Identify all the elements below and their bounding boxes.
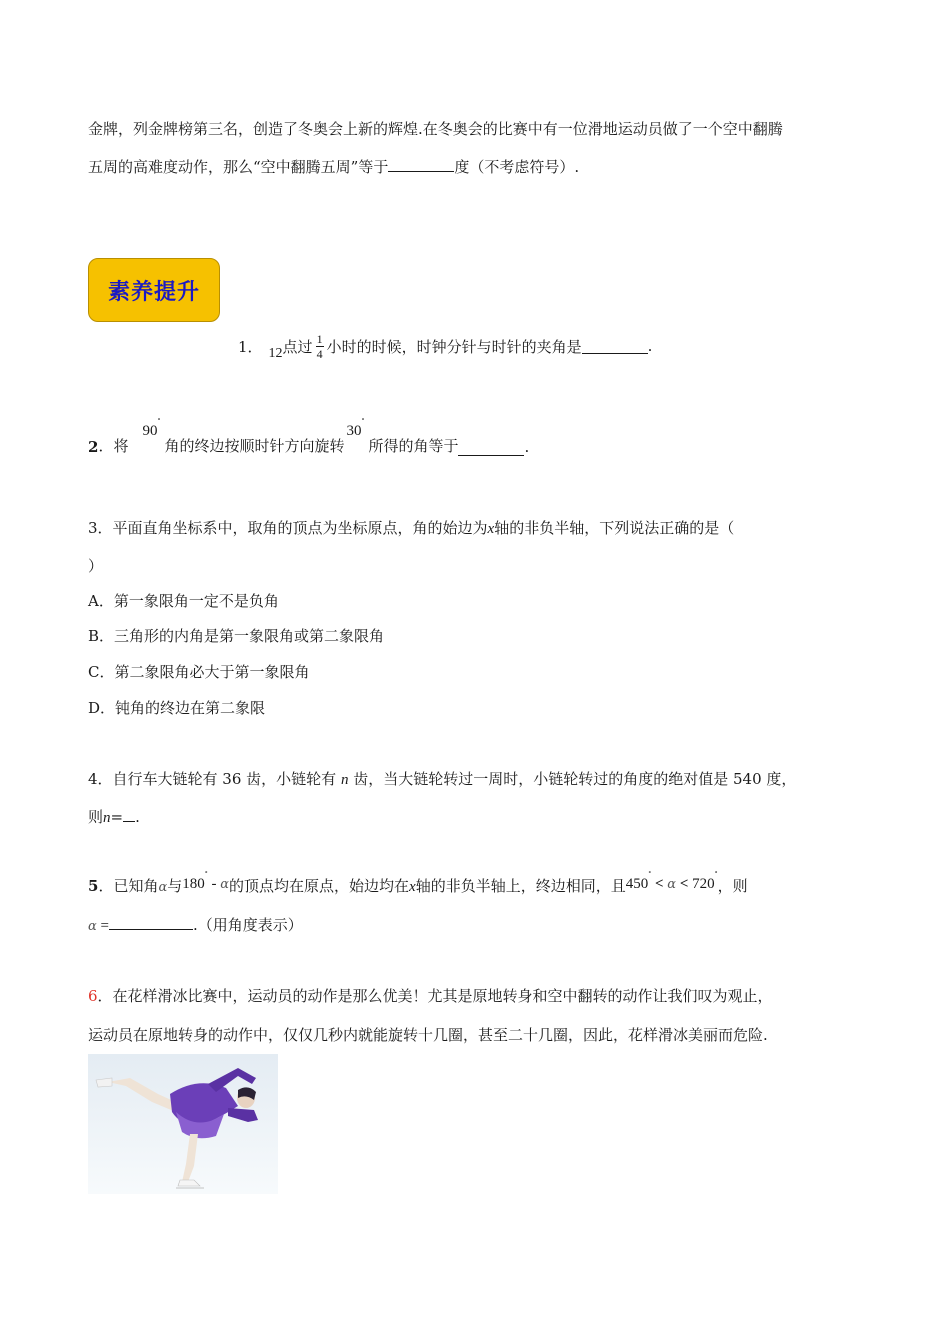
intro-line-2 xyxy=(88,156,579,177)
question-3-stem xyxy=(88,517,734,538)
intro-line-2-text: 五周的高难度动作，那么“空中翻腾五周”等于 xyxy=(88,158,389,176)
q4-text-b: 齿，当大链轮转过一周时，小链轮转过的角度的绝对值是 540 度， xyxy=(353,770,797,788)
question-5-line-2 xyxy=(88,914,303,935)
q5-inequality xyxy=(625,871,718,892)
q4-text-c: 则 xyxy=(88,808,104,826)
figure-skater-image xyxy=(88,1054,278,1194)
q3-option-c: C．第二象限角必大于第一象限角 xyxy=(88,663,310,681)
q3-close-paren: ） xyxy=(88,557,104,575)
q1-end: . xyxy=(647,337,653,355)
answer-blank xyxy=(123,807,135,822)
q1-fraction-numerator: 1 xyxy=(316,331,323,346)
q6-number: 6 xyxy=(88,987,98,1005)
q4-text-a: 4．自行车大链轮有 36 齿，小链轮有 xyxy=(88,770,337,788)
q5-text-c: 轴的非负半轴上，终边相同，且 xyxy=(415,877,626,895)
answer-blank xyxy=(458,441,524,456)
q5-with: 与 xyxy=(167,877,183,895)
q3-option-b: B．三角形的内角是第一象限角或第二象限角 xyxy=(88,627,385,645)
q4-equals: = xyxy=(110,808,124,826)
q5-x: x xyxy=(409,879,416,895)
q2-text-c: 所得的角等于 xyxy=(368,437,459,455)
q1-text-a: 点过 xyxy=(282,337,313,356)
q5-eq: = xyxy=(96,918,109,934)
q3-option-a: A．第一象限角一定不是负角 xyxy=(88,592,279,610)
q5-450-value: 450 xyxy=(625,876,649,892)
answer-blank xyxy=(388,157,454,172)
q5-alpha-2: α xyxy=(220,877,230,892)
q2-end: . xyxy=(524,438,530,456)
q4-n-2: n xyxy=(103,810,111,826)
q5-180-degree-mark: ° xyxy=(204,871,208,878)
q2-text-b: 角的终边按顺时针方向旋转 xyxy=(164,437,345,455)
question-4-line-1 xyxy=(88,768,796,789)
q5-720-degree-mark: ° xyxy=(714,871,718,878)
q5-450-degree-mark: ° xyxy=(648,871,652,878)
q1-twelve: 12 xyxy=(268,346,283,361)
q5-text-a: ．已知角 xyxy=(98,877,159,895)
q4-n: n xyxy=(340,772,349,788)
q2-number: 2 xyxy=(88,438,99,456)
question-5-line-1 xyxy=(88,871,748,896)
q5-number: 5 xyxy=(88,877,99,895)
q4-end: . xyxy=(135,808,140,826)
intro-line-2-end: 度（不考虑符号）. xyxy=(454,158,580,176)
q5-720-value: 720 xyxy=(692,876,715,892)
question-6-line-1 xyxy=(88,985,773,1006)
q1-fraction-denominator: 4 xyxy=(316,346,323,361)
q5-text-b: 的顶点均在原点，始边均在 xyxy=(229,877,410,895)
intro-line-1: 金牌，列金牌榜第三名，创造了冬奥会上新的辉煌.在冬奥会的比赛中有一位滑地运动员做了一个空中翻腾 xyxy=(88,120,783,138)
q2-90-degree-mark: ° xyxy=(157,418,161,425)
q5-alpha: α xyxy=(158,880,168,895)
question-6-line-2: 运动员在原地转身的动作中，仅仅几秒内就能旋转十几圈，甚至二十几圈，因此，花样滑冰美丽而危险. xyxy=(88,1026,768,1044)
q2-degree-30 xyxy=(346,418,364,440)
q2-degree-90 xyxy=(142,418,160,440)
q3-stem-a: 3．平面直角坐标系中，取角的顶点为坐标原点，角的始边为 xyxy=(88,519,488,537)
q3-x: x xyxy=(487,521,495,537)
q5-alpha-3: α xyxy=(667,877,677,892)
question-2 xyxy=(88,420,529,456)
q1-fraction xyxy=(316,332,324,361)
q5-text-d: ，则 xyxy=(717,877,748,895)
q2-text-a: ．将 xyxy=(98,437,129,455)
q2-90-value: 90 xyxy=(142,423,158,439)
q5-180-value: 180 xyxy=(182,876,205,892)
section-badge: 素养提升 xyxy=(88,258,220,322)
q5-text-e: .（用角度表示） xyxy=(193,916,303,934)
q1-text-b: 小时的时候，时钟分针与时针的夹角是 xyxy=(326,337,582,356)
q5-lt-2: < xyxy=(676,876,693,892)
q5-expr-180 xyxy=(182,871,230,892)
question-1 xyxy=(238,324,652,368)
q2-30-value: 30 xyxy=(346,423,362,439)
q5-lt-1: < xyxy=(651,876,668,892)
q5-alpha-4: α xyxy=(88,919,97,934)
q2-30-degree-mark: ° xyxy=(361,418,365,425)
q3-stem-b: 轴的非负半轴，下列说法正确的是（ xyxy=(494,519,735,537)
q6-text-a: ．在花样滑冰比赛中，运动员的动作是那么优美！尤其是原地转身和空中翻转的动作让我们叹为观止， xyxy=(97,987,773,1005)
q3-option-d: D．钝角的终边在第二象限 xyxy=(88,699,266,717)
question-4-line-2 xyxy=(88,806,140,827)
answer-blank xyxy=(582,339,648,354)
q5-minus: - xyxy=(207,876,221,892)
answer-blank xyxy=(109,915,193,930)
q1-number: 1． xyxy=(238,337,263,356)
